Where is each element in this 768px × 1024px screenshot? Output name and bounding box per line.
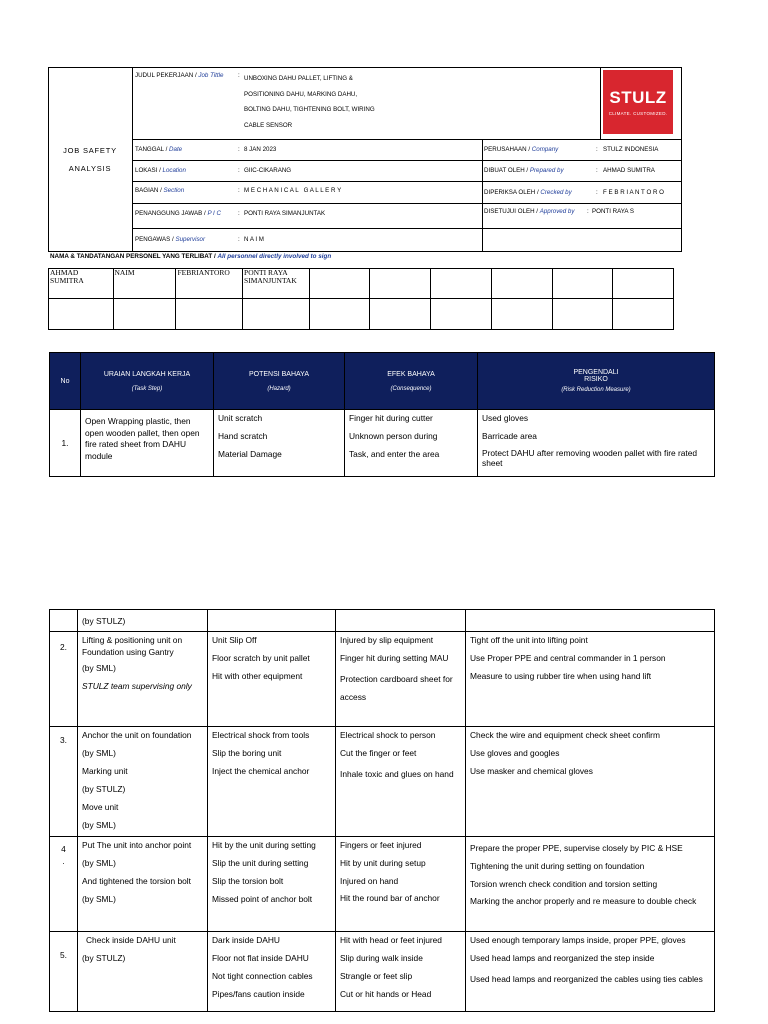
stulz-logo: STULZ CLIMATE. CUSTOMIZED. (603, 70, 673, 134)
location-value: GIIC-CIKARANG (244, 167, 292, 174)
supervisor-label: PENGAWAS / Supervisor (135, 236, 206, 243)
step-number: 1. (50, 410, 81, 477)
table-row (50, 410, 715, 477)
jsa-table-1 (49, 352, 715, 477)
risk-control: Prepare the proper PPE, supervise closely by PIC & HSE Tightening the unit during setting on foundation Torsion wrench check condition and torsion setting Marking the anchor properly and re measure to double check (466, 837, 715, 932)
task-step: Anchor the unit on foundation (by SML) Marking unit (by STULZ) Move unit (by SML) (78, 727, 208, 837)
personnel-table (48, 268, 674, 330)
task-step: Check inside DAHU unit (by STULZ) (78, 932, 208, 1012)
colon: : (587, 208, 589, 215)
consequence: Hit with head or feet injured Slip during walk inside Strangle or feet slip Cut or hit hands or Head (336, 932, 466, 1012)
company-value: STULZ INDONESIA (603, 146, 659, 153)
col-no: No (50, 353, 81, 410)
consequence: Electrical shock to person Cut the finger or feet Inhale toxic and glues on hand (336, 727, 466, 837)
signature-cell[interactable] (370, 299, 431, 330)
job-title-value: UNBOXING DAHU PALLET, LIFTING & POSITIONING DAHU, MARKING DAHU, BOLTING DAHU, TIGHTENING BOLT, WIRING CABLE SENSOR (244, 75, 375, 129)
prepared-value: AHMAD SUMITRA (603, 167, 655, 174)
checked-label: DIPERIKSA OLEH / Crecked by (484, 189, 572, 196)
task-step: (by STULZ) (78, 610, 208, 632)
hazard: Unit Slip Off Floor scratch by unit pallet Hit with other equipment (208, 632, 336, 727)
checked-value: F E B R I A N T O R O (603, 189, 664, 196)
personnel-name: AHMAD SUMITRA (49, 269, 114, 299)
step-number: 5. (50, 932, 78, 1012)
risk-control: Tight off the unit into lifting point Use Proper PPE and central commander in 1 person Measure to using rubber tire when using hand lift (466, 632, 715, 727)
section-label: BAGIAN / Section (135, 187, 185, 194)
consequence: Injured by slip equipment Finger hit during setting MAU Protection cardboard sheet for access (336, 632, 466, 727)
task-step: Put The unit into anchor point (by SML) And tightened the torsion bolt (by SML) (78, 837, 208, 932)
job-title-label: JUDUL PEKERJAAN / Job Tittle (135, 72, 224, 79)
colon: : (596, 167, 598, 174)
risk-control: Used enough temporary lamps inside, proper PPE, gloves Used head lamps and reorganized the step inside Used head lamps and reorganized the cables using ties cables (466, 932, 715, 1012)
personnel-name: FEBRIANTORO (176, 269, 243, 299)
consequence (336, 610, 466, 632)
hazard (208, 610, 336, 632)
colon: : (238, 187, 240, 194)
signature-cell[interactable] (431, 299, 492, 330)
colon: : (238, 72, 240, 79)
signature-cell[interactable] (49, 299, 114, 330)
pic-value: PONTI RAYA SIMANJUNTAK (244, 210, 326, 217)
table-row (50, 837, 715, 932)
col-control: PENGENDALI RISIKO (Risk Reduction Measure) (478, 353, 715, 410)
table-row (50, 632, 715, 727)
personnel-name (491, 269, 552, 299)
task-step: Open Wrapping plastic, then open wooden pallet, then open fire rated sheet from DAHU module (81, 410, 214, 477)
personnel-name (552, 269, 613, 299)
colon: : (596, 146, 598, 153)
step-number: 3. (50, 727, 78, 837)
signature-cell[interactable] (491, 299, 552, 330)
approved-value: PONTI RAYA S (592, 208, 635, 215)
task-step: Lifting & positioning unit on Foundation using Gantry (by SML) STULZ team supervising only (78, 632, 208, 727)
approved-label: DISETUJUI OLEH / Approved by (484, 208, 575, 215)
signature-cell[interactable] (309, 299, 370, 330)
personnel-name (431, 269, 492, 299)
risk-control: Check the wire and equipment check sheet confirm Use gloves and googles Use masker and chemical gloves (466, 727, 715, 837)
personnel-name (309, 269, 370, 299)
risk-control: Used gloves Barricade area Protect DAHU after removing wooden pallet with fire rated sheet (478, 410, 715, 477)
date-value: 8 JAN 2023 (244, 146, 277, 153)
colon: : (596, 189, 598, 196)
jsa-table-2 (49, 609, 715, 1012)
signature-cell[interactable] (613, 299, 674, 330)
hazard: Electrical shock from tools Slip the boring unit Inject the chemical anchor (208, 727, 336, 837)
jsa-title-line-1: JOB SAFETY (63, 145, 117, 155)
signature-cell[interactable] (176, 299, 243, 330)
personnel-name: PONTI RAYA SIMANJUNTAK (243, 269, 310, 299)
supervisor-value: N A I M (244, 236, 264, 243)
step-number (50, 610, 78, 632)
colon: : (238, 146, 240, 153)
signature-cell[interactable] (113, 299, 176, 330)
signature-cell[interactable] (552, 299, 613, 330)
hazard: Hit by the unit during setting Slip the unit during setting Slip the torsion bolt Missed point of anchor bolt (208, 837, 336, 932)
table-row (50, 610, 715, 632)
jsa-title (48, 67, 133, 252)
date-label: TANGGAL / Date (135, 146, 183, 153)
step-number: 2. (50, 632, 78, 727)
signature-cell[interactable] (243, 299, 310, 330)
consequence: Fingers or feet injured Hit by unit during setup Injured on hand Hit the round bar of anchor (336, 837, 466, 932)
colon: : (238, 236, 240, 243)
personnel-name: NAIM (113, 269, 176, 299)
table-row (50, 932, 715, 1012)
section-value: M E C H A N I C A L G A L L E R Y (244, 187, 342, 194)
location-label: LOKASI / Location (135, 167, 186, 174)
personnel-title: NAMA & TANDATANGAN PERSONEL YANG TERLIBAT / All personnel directly involved to sign (50, 253, 332, 260)
consequence: Finger hit during cutter Unknown person during Task, and enter the area (345, 410, 478, 477)
step-number: 4 . (50, 837, 78, 932)
hazard: Unit scratch Hand scratch Material Damage (214, 410, 345, 477)
table-row (50, 727, 715, 837)
colon: : (238, 210, 240, 217)
col-step: URAIAN LANGKAH KERJA (Task Step) (81, 353, 214, 410)
col-hazard: POTENSI BAHAYA (Hazard) (214, 353, 345, 410)
prepared-label: DIBUAT OLEH / Prepared by (484, 167, 564, 174)
personnel-name (370, 269, 431, 299)
personnel-name (613, 269, 674, 299)
risk-control (466, 610, 715, 632)
company-label: PERUSAHAAN / Company (484, 146, 559, 153)
hazard: Dark inside DAHU Floor not flat inside DAHU Not tight connection cables Pipes/fans caution inside (208, 932, 336, 1012)
pic-label: PENANGGUNG JAWAB / P I C (135, 210, 221, 217)
col-consequence: EFEK BAHAYA (Consequence) (345, 353, 478, 410)
colon: : (238, 167, 240, 174)
jsa-title-line-2: ANALYSIS (68, 163, 112, 173)
